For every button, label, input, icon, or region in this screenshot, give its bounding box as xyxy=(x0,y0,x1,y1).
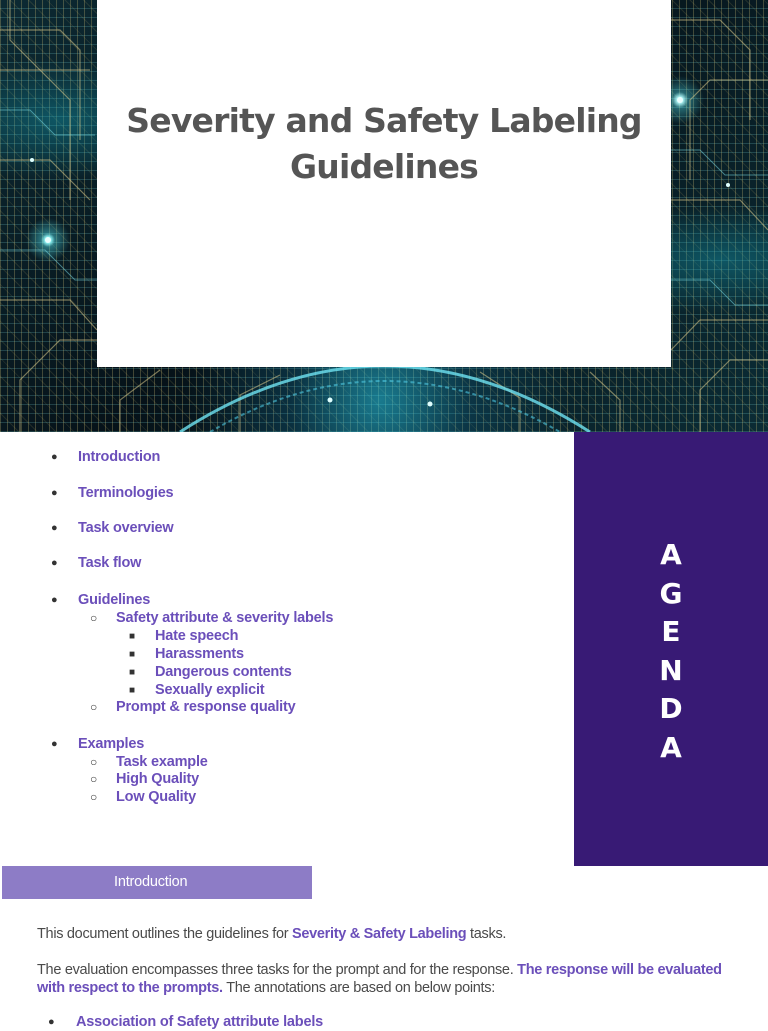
agenda-item-examples[interactable]: ● Examples xyxy=(51,736,145,752)
agenda-item-prompt-response-quality[interactable]: ○ Prompt & response quality xyxy=(90,699,296,715)
agenda-item-harassments[interactable]: ■ Harassments xyxy=(129,646,244,662)
agenda-item-dangerous-contents[interactable]: ■ Dangerous contents xyxy=(129,664,292,680)
agenda-letter: G xyxy=(659,576,683,610)
agenda-item-task-overview[interactable]: ● Task overview xyxy=(51,520,174,536)
square-bullet-marker: ■ xyxy=(129,631,135,642)
square-bullet-marker: ■ xyxy=(129,649,135,660)
bullet-marker: ● xyxy=(51,557,58,569)
agenda-letter: A xyxy=(660,538,682,571)
bullet-marker: ● xyxy=(51,738,58,750)
agenda-letter: A xyxy=(660,730,682,764)
intro-paragraph-2: The evaluation encompasses three tasks for the prompt and for the response. The response will be evaluated with respect to the prompts. The annotations are based on below points: xyxy=(37,962,722,996)
sub-bullet-marker: ○ xyxy=(90,772,98,786)
bullet-marker: ● xyxy=(51,451,58,463)
agenda-letter: E xyxy=(661,615,681,648)
sub-bullet-marker: ○ xyxy=(90,700,98,714)
sub-bullet-marker: ○ xyxy=(90,755,98,769)
agenda-side-panel xyxy=(574,432,768,866)
cover-hero xyxy=(0,0,768,432)
agenda-letter: D xyxy=(659,692,683,725)
introduction-section-header xyxy=(2,866,312,899)
square-bullet-marker: ■ xyxy=(129,685,135,696)
sub-bullet-marker: ○ xyxy=(90,790,98,804)
bullet-marker: ● xyxy=(48,1016,55,1028)
agenda-item-low-quality[interactable]: ○ Low Quality xyxy=(90,789,196,805)
bullet-marker: ● xyxy=(51,487,58,499)
intro-bullet-item: ● Association of Safety attribute labels xyxy=(48,1014,324,1030)
agenda-item-sexually-explicit[interactable]: ■ Sexually explicit xyxy=(129,682,265,698)
agenda-list xyxy=(0,432,574,866)
document-title: Severity and Safety Labeling Guidelines xyxy=(126,100,642,186)
agenda-letter: N xyxy=(659,653,683,687)
agenda-item-task-flow[interactable]: ● Task flow xyxy=(51,555,142,571)
agenda-item-guidelines[interactable]: ● Guidelines xyxy=(51,592,151,608)
square-bullet-marker: ■ xyxy=(129,667,135,678)
bullet-marker: ● xyxy=(51,594,58,606)
agenda-item-introduction[interactable]: ● Introduction xyxy=(51,449,161,465)
sub-bullet-marker: ○ xyxy=(90,611,98,625)
agenda-item-hate-speech[interactable]: ■ Hate speech xyxy=(129,628,239,644)
agenda-vertical-heading xyxy=(574,536,768,767)
agenda-item-task-example[interactable]: ○ Task example xyxy=(90,754,208,770)
section-title: Introduction xyxy=(114,874,188,890)
intro-paragraph-1: This document outlines the guidelines for Severity & Safety Labeling tasks. xyxy=(37,926,507,942)
agenda-item-safety-attribute-labels[interactable]: ○ Safety attribute & severity labels xyxy=(90,610,334,626)
bullet-marker: ● xyxy=(51,522,58,534)
title-card xyxy=(97,0,671,367)
agenda-item-high-quality[interactable]: ○ High Quality xyxy=(90,771,199,787)
agenda-item-terminologies[interactable]: ● Terminologies xyxy=(51,485,174,501)
